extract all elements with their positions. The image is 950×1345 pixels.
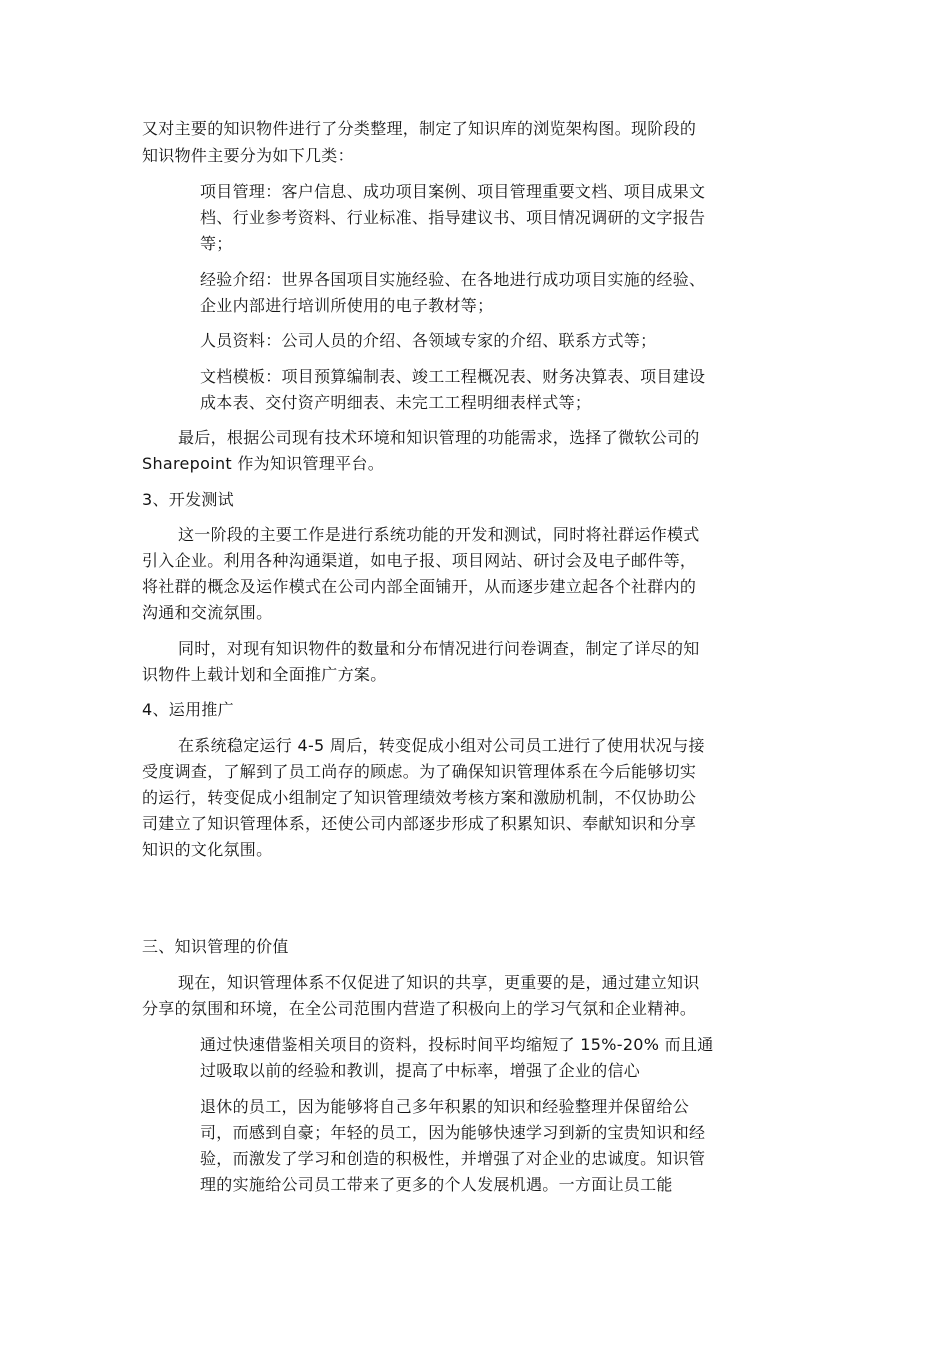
chapter-heading: 三、知识管理的价值 (142, 937, 289, 956)
list-item-line: 退休的员工，因为能够将自己多年积累的知识和经验整理并保留给公 (200, 1097, 690, 1116)
paragraph-line: 受度调查，了解到了员工尚存的顾虑。为了确保知识管理体系在今后能够切实 (142, 762, 697, 781)
paragraph-line: 在系统稳定运行 4-5 周后，转变促成小组对公司员工进行了使用状况与接 (178, 736, 705, 755)
text-line: 知识物件主要分为如下几类： (142, 146, 354, 165)
list-item-line: 验，而激发了学习和创造的积极性，并增强了对企业的忠诚度。知识管 (200, 1149, 706, 1168)
paragraph-line: 现在，知识管理体系不仅促进了知识的共享，更重要的是，通过建立知识 (178, 973, 700, 992)
list-item-line: 司，而感到自豪；年轻的员工，因为能够快速学习到新的宝贵知识和经 (200, 1123, 706, 1142)
list-item-line: 档、行业参考资料、行业标准、指导建议书、项目情况调研的文字报告 (200, 208, 706, 227)
list-item-line: 成本表、交付资产明细表、未完工工程明细表样式等； (200, 393, 592, 412)
paragraph-line: 分享的氛围和环境，在全公司范围内营造了积极向上的学习气氛和企业精神。 (142, 999, 697, 1018)
text-line: 又对主要的知识物件进行了分类整理，制定了知识库的浏览架构图。现阶段的 (142, 119, 697, 138)
list-item-line: 人员资料：公司人员的介绍、各领域专家的介绍、联系方式等； (200, 331, 657, 350)
paragraph-line: 将社群的概念及运作模式在公司内部全面铺开，从而逐步建立起各个社群内的 (142, 577, 697, 596)
paragraph-line: 司建立了知识管理体系，还使公司内部逐步形成了积累知识、奉献知识和分享 (142, 814, 697, 833)
list-item-line: 项目管理：客户信息、成功项目案例、项目管理重要文档、项目成果文 (200, 182, 706, 201)
list-item-line: 过吸取以前的经验和教训，提高了中标率，增强了企业的信心 (200, 1061, 641, 1080)
paragraph-line: 识物件上载计划和全面推广方案。 (142, 665, 387, 684)
list-item-line: 理的实施给公司员工带来了更多的个人发展机遇。一方面让员工能 (200, 1175, 673, 1194)
section-heading: 3、开发测试 (142, 490, 234, 509)
paragraph-line: 引入企业。利用各种沟通渠道，如电子报、项目网站、研讨会及电子邮件等， (142, 551, 697, 570)
paragraph-line: 这一阶段的主要工作是进行系统功能的开发和测试，同时将社群运作模式 (178, 525, 700, 544)
paragraph-line: 最后，根据公司现有技术环境和知识管理的功能需求，选择了微软公司的 (178, 428, 700, 447)
list-item-line: 通过快速借鉴相关项目的资料，投标时间平均缩短了 15%-20% 而且通 (200, 1035, 714, 1054)
list-item-line: 文档模板：项目预算编制表、竣工工程概况表、财务决算表、项目建设 (200, 367, 706, 386)
list-item-line: 企业内部进行培训所使用的电子教材等； (200, 296, 494, 315)
list-item-line: 经验介绍：世界各国项目实施经验、在各地进行成功项目实施的经验、 (200, 270, 706, 289)
list-item-line: 等； (200, 234, 233, 253)
section-heading: 4、运用推广 (142, 700, 234, 719)
paragraph-line: 知识的文化氛围。 (142, 840, 273, 859)
paragraph-line: 的运行，转变促成小组制定了知识管理绩效考核方案和激励机制，不仅协助公 (142, 788, 697, 807)
paragraph-line: Sharepoint 作为知识管理平台。 (142, 454, 385, 473)
paragraph-line: 沟通和交流氛围。 (142, 603, 273, 622)
paragraph-line: 同时，对现有知识物件的数量和分布情况进行问卷调查，制定了详尽的知 (178, 639, 700, 658)
